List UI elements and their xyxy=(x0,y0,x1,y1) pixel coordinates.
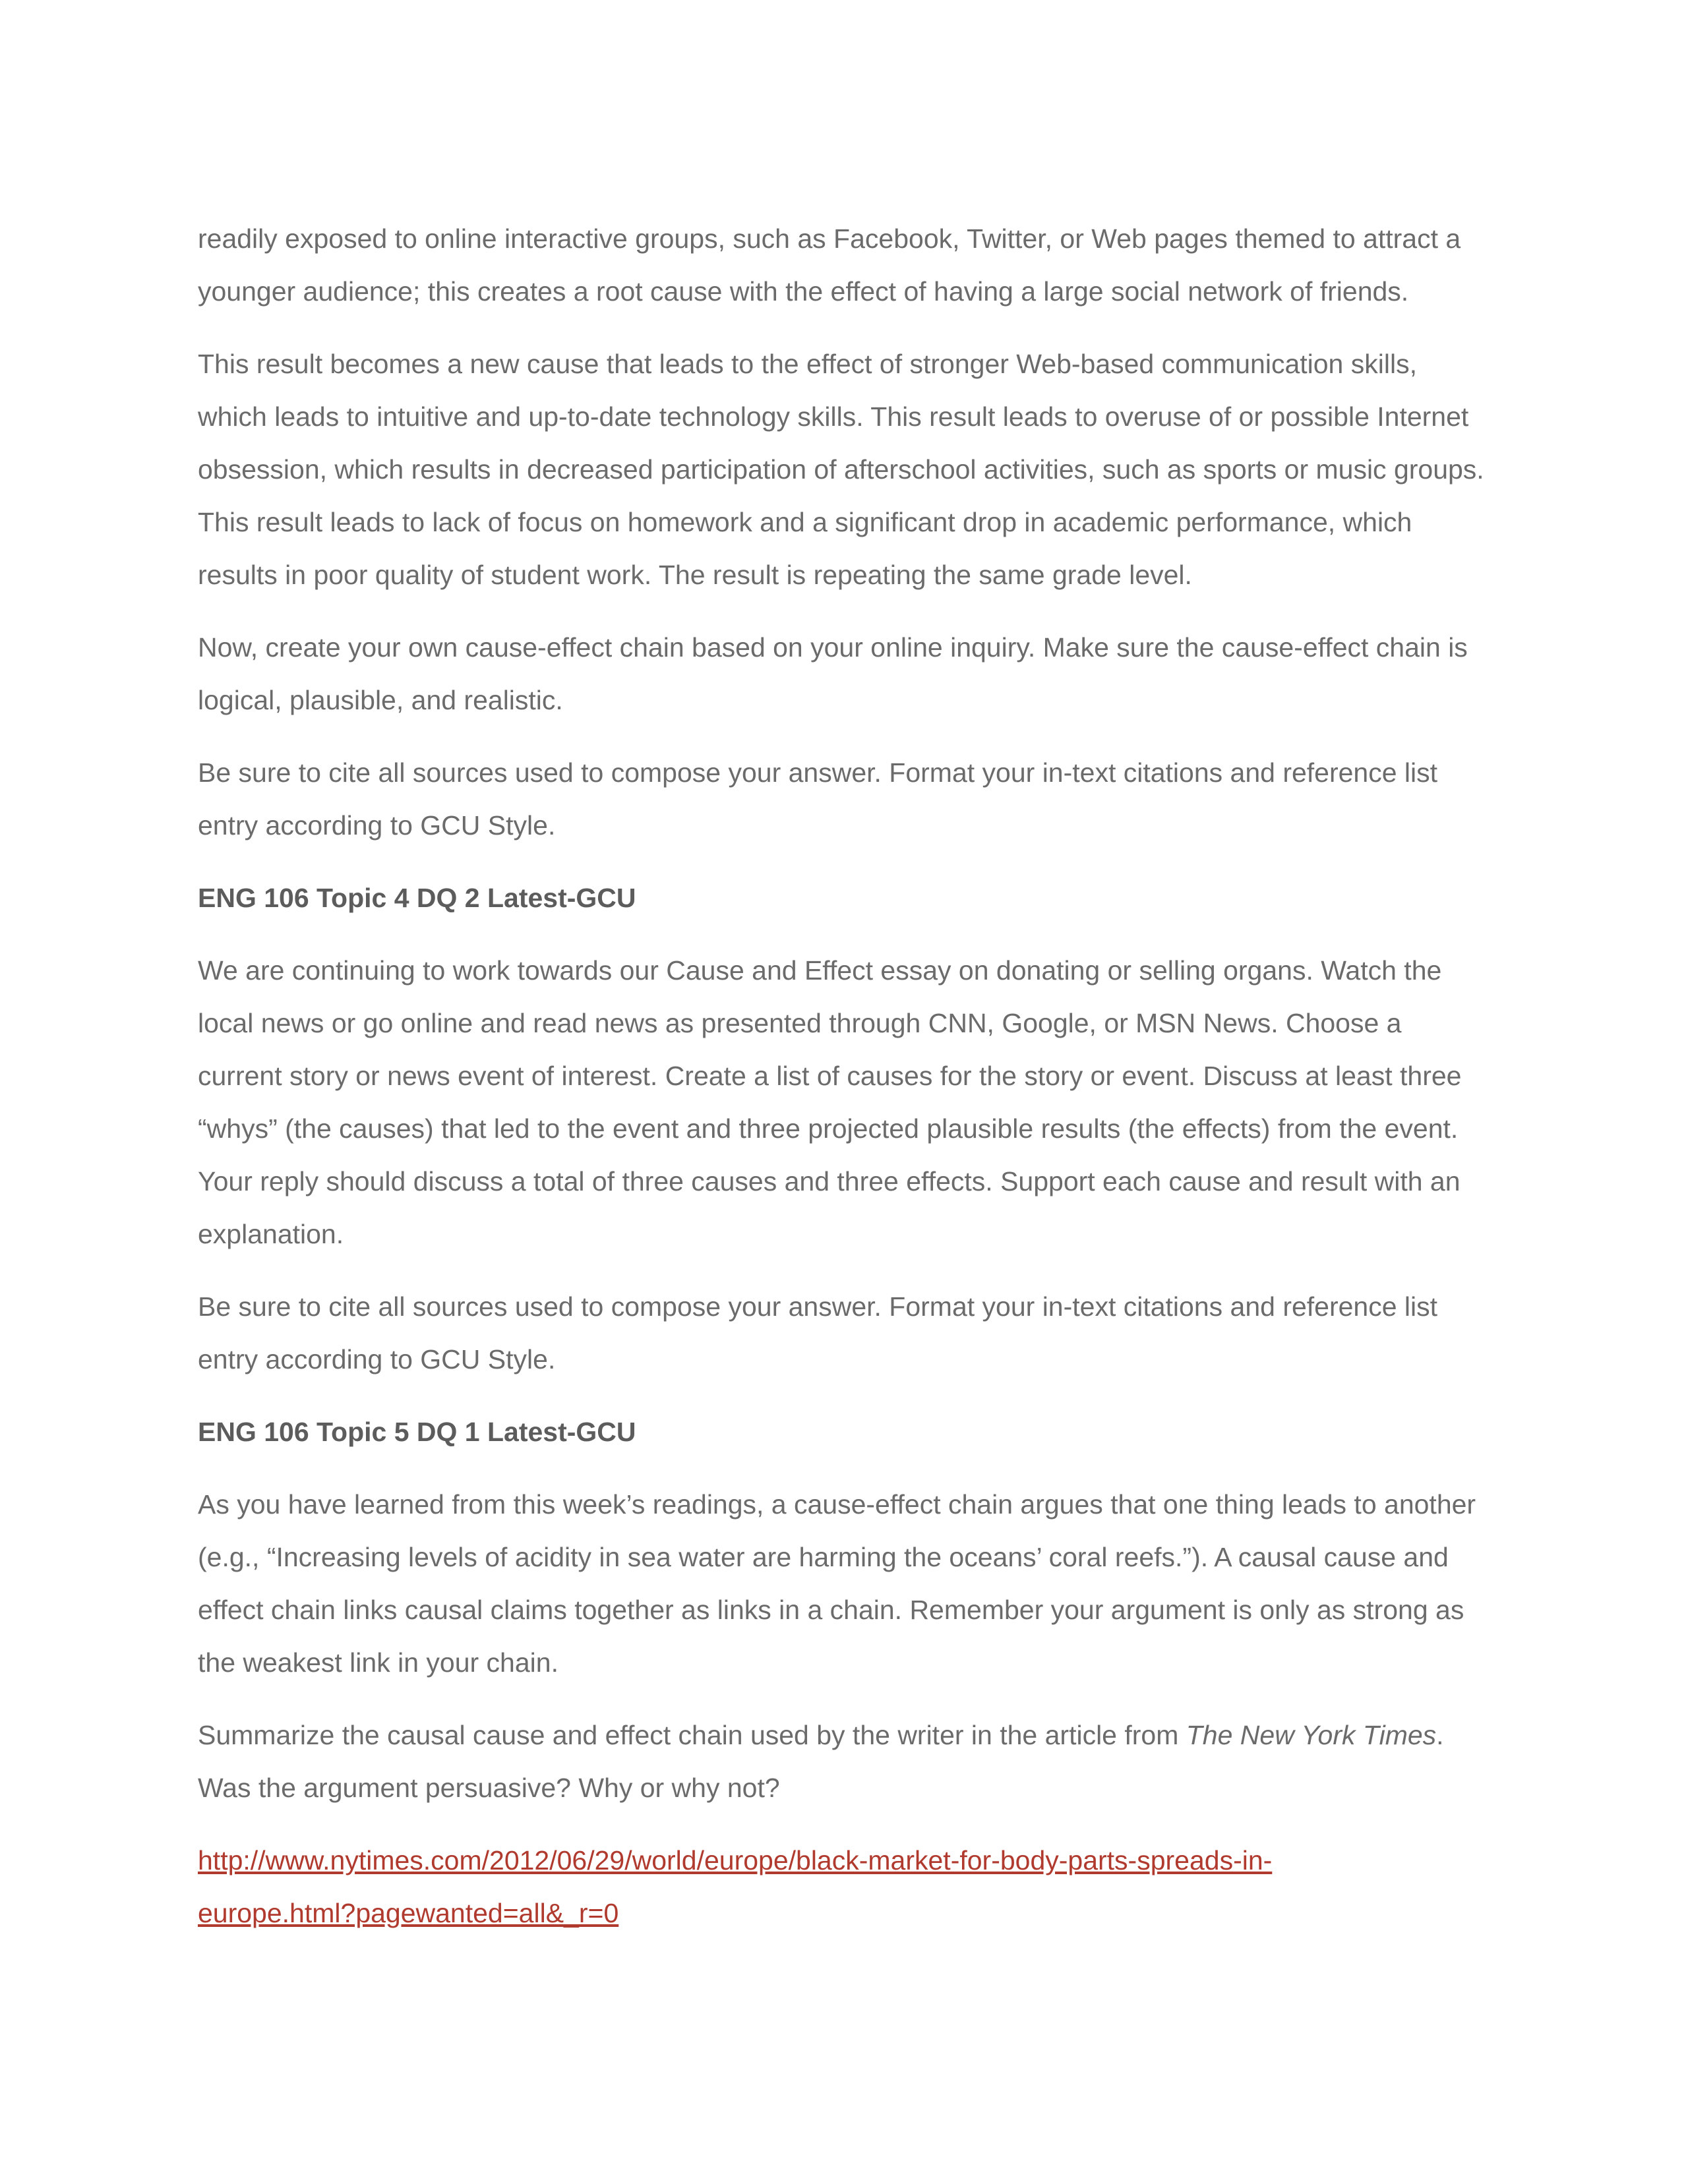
summarize-period: . xyxy=(1436,1720,1444,1750)
link-line-2[interactable]: europe.html?pagewanted=all&_r=0 xyxy=(198,1898,619,1928)
paragraph-cite-sources-2: Be sure to cite all sources used to compose your answer. Format your in-text citations and reference list entry according to GCU Style. xyxy=(198,1291,1438,1374)
summarize-text: Summarize the causal cause and effect chain used by the writer in the article from xyxy=(198,1720,1186,1750)
paragraph-cite-sources-1: Be sure to cite all sources used to compose your answer. Format your in-text citations and reference list entry according to GCU Style. xyxy=(198,757,1438,841)
document-page xyxy=(198,212,1490,1959)
paragraph-root-cause: readily exposed to online interactive groups, such as Facebook, Twitter, or Web pages themed to attract a younger audience; this creates a root cause with the effect of having a large social network of friends. xyxy=(198,223,1461,307)
paragraph-summarize-prompt xyxy=(198,1709,1490,1814)
paragraph-cause-effect-example: This result becomes a new cause that leads to the effect of stronger Web-based communication skills, which leads to intuitive and up-to-date technology skills. This result leads to overuse of or possible Internet obsession, which results in decreased participation of afterschool activities, such as sports or music groups. This result leads to lack of focus on homework and a significant drop in academic performance, which results in poor quality of student work. The result is repeating the same grade level. xyxy=(198,349,1484,590)
paragraph-news-event-prompt: We are continuing to work towards our Cause and Effect essay on donating or selling organs. Watch the local news or go online and read news as presented through CNN, Google, or MSN News. Choose a current story or news event of interest. Create a list of causes for the story or event. Discuss at least three “whys” (the causes) that led to the event and three projected plausible results (the effects) from the event. Your reply should discuss a total of three causes and three effects. Support each cause and result with an explanation. xyxy=(198,955,1462,1249)
heading-topic5-dq1: ENG 106 Topic 5 DQ 1 Latest-GCU xyxy=(198,1417,636,1447)
nytimes-article-link[interactable] xyxy=(198,1845,1272,1928)
publication-title: The New York Times xyxy=(1186,1720,1437,1750)
article-link-block xyxy=(198,1834,1490,1939)
persuasive-question: Was the argument persuasive? Why or why not? xyxy=(198,1773,780,1803)
paragraph-cause-effect-chain-definition: As you have learned from this week’s readings, a cause-effect chain argues that one thing leads to another (e.g., “Increasing levels of acidity in sea water are harming the oceans’ coral reefs.”). A causal cause and effect chain links causal claims together as links in a chain. Remember your argument is only as strong as the weakest link in your chain. xyxy=(198,1489,1476,1678)
paragraph-create-chain-instruction: Now, create your own cause-effect chain based on your online inquiry. Make sure the cause-effect chain is logical, plausible, and realistic. xyxy=(198,632,1468,715)
heading-topic4-dq2: ENG 106 Topic 4 DQ 2 Latest-GCU xyxy=(198,883,636,913)
link-line-1[interactable]: http://www.nytimes.com/2012/06/29/world/europe/black-market-for-body-parts-spreads-in- xyxy=(198,1845,1273,1875)
